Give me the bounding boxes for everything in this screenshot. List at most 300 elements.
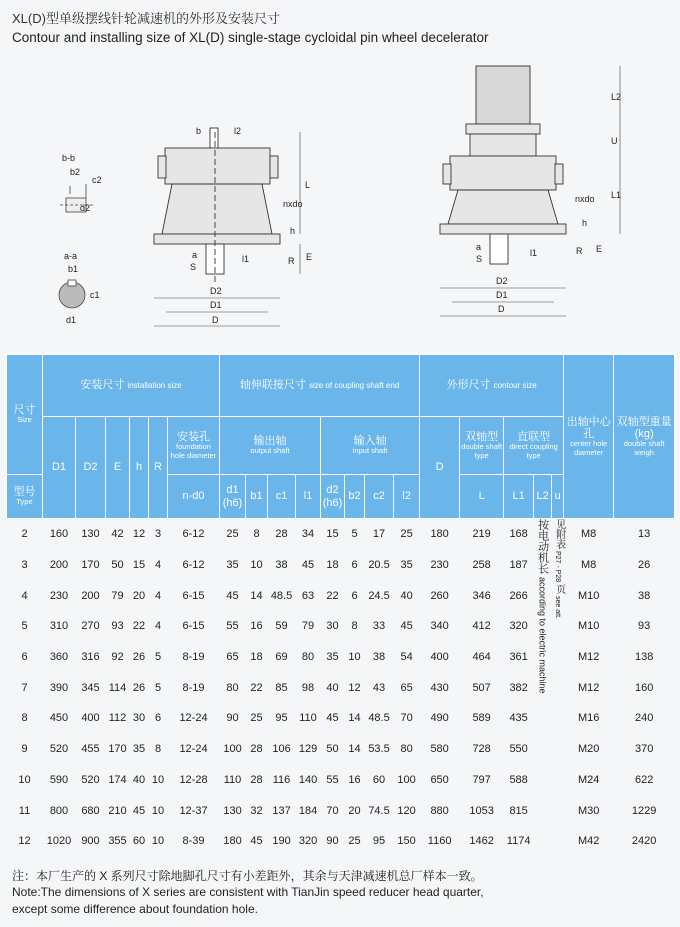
table-row	[7, 642, 675, 673]
table-cell: 310	[49, 620, 69, 633]
table-cell: 48.5	[270, 589, 293, 602]
label-d1: d1	[66, 315, 77, 325]
table-cell: 15	[326, 528, 339, 541]
header-b1: b1	[246, 475, 268, 519]
table-cell: 32	[250, 804, 263, 817]
header-D1: D1	[43, 417, 76, 519]
table-cell: 450	[49, 712, 69, 725]
table-cell: 6	[351, 589, 358, 602]
table-row	[7, 826, 675, 857]
header-E: E	[106, 417, 130, 519]
label-L2-right: L2	[611, 92, 622, 102]
table-cell: 22	[250, 681, 263, 694]
table-cell: 45	[301, 559, 315, 572]
table-cell: 184	[298, 804, 318, 817]
table-cell: 5	[154, 681, 162, 694]
table-cell: 9	[21, 743, 28, 756]
table-cell: 70	[326, 804, 339, 817]
table-cell: 35	[400, 559, 413, 572]
table-cell: 210	[108, 804, 127, 817]
table-cell: 38	[275, 559, 288, 572]
table-cell: 10	[250, 559, 263, 572]
table-cell: 728	[472, 743, 491, 756]
header-D: D	[420, 417, 460, 519]
table-cell: 580	[430, 743, 449, 756]
label-l1-right: l1	[530, 248, 538, 258]
table-cell: 361	[509, 651, 528, 664]
table-cell: M8	[581, 559, 597, 572]
table-cell: 1462	[469, 835, 494, 848]
label-d2: d2	[80, 203, 91, 213]
technical-drawings	[0, 48, 680, 348]
table-cell: 24.5	[368, 589, 390, 602]
table-cell: 464	[472, 651, 491, 664]
header-l1: l1	[296, 475, 321, 519]
label-c1: c1	[90, 290, 100, 300]
table-row	[7, 795, 675, 826]
table-cell: 92	[111, 651, 124, 664]
table-cell: 1160	[427, 835, 452, 848]
header-foundation-hole: 安装孔 foundation hole diameter	[168, 417, 220, 475]
table-cell: 174	[108, 773, 127, 786]
table-cell: 4	[21, 589, 28, 602]
label-D: D	[212, 315, 219, 325]
table-cell: M12	[577, 681, 600, 694]
label-a-right: a	[476, 242, 482, 252]
table-cell: 38	[372, 651, 386, 664]
table-cell: 507	[472, 681, 491, 694]
table-cell: 316	[81, 651, 100, 664]
table-cell: 93	[638, 620, 651, 633]
table-cell: 10	[18, 773, 31, 786]
table-cell: 258	[472, 559, 491, 572]
table-cell: 10	[151, 773, 165, 786]
table-cell: 18	[326, 559, 339, 572]
table-row	[7, 765, 675, 796]
table-cell: 60	[372, 773, 386, 786]
table-cell: 622	[634, 773, 654, 786]
label-c2: c2	[92, 175, 102, 185]
table-cell: 26	[132, 681, 146, 694]
table-cell: 10	[151, 804, 165, 817]
table-cell: 25	[348, 835, 361, 848]
table-cell: 137	[272, 804, 291, 817]
table-cell: M20	[577, 743, 600, 756]
label-R: R	[288, 256, 295, 266]
table-cell: 50	[111, 559, 124, 572]
header-L2: L2	[534, 475, 552, 519]
table-cell: 150	[397, 835, 416, 848]
header-coupling: 轴伸联接尺寸 size of coupling shaft end	[220, 355, 420, 417]
table-cell: 43	[372, 681, 386, 694]
label-a: a	[192, 250, 198, 260]
table-cell: 40	[132, 773, 146, 786]
table-cell: 59	[275, 620, 288, 633]
label-R-right: R	[576, 246, 583, 256]
title-english: Contour and installing size of XL(D) single-stage cycloidal pin wheel decelerator	[12, 30, 489, 45]
note-chinese: 注：本厂生产的 X 系列尺寸除地脚孔尺寸有小差距外，其余与天津减速机总厂样本一致。	[12, 869, 483, 883]
table-cell: 45	[226, 589, 239, 602]
table-cell: 160	[634, 681, 654, 694]
header-nd0: n-d0	[168, 475, 220, 519]
table-cell: 8	[21, 712, 28, 725]
table-cell: 240	[634, 712, 654, 725]
table-cell: M24	[577, 773, 600, 786]
table-cell: 50	[326, 743, 339, 756]
table-cell: 320	[298, 835, 318, 848]
table-cell: 400	[81, 712, 100, 725]
table-cell: 69	[275, 651, 288, 664]
label-b2: b2	[70, 167, 81, 177]
table-cell: 2420	[631, 835, 657, 848]
u-note-cn3: 页	[553, 584, 565, 595]
table-cell: 797	[472, 773, 491, 786]
table-body	[7, 519, 675, 857]
u-note-cell	[552, 519, 564, 857]
table-cell: 900	[81, 835, 100, 848]
table-cell: 18	[250, 651, 263, 664]
table-cell: M30	[577, 804, 600, 817]
table-cell: 90	[326, 835, 339, 848]
table-cell: 54	[400, 651, 413, 664]
table-cell: 13	[638, 528, 651, 541]
table-cell: 95	[275, 712, 288, 725]
table-cell: 17	[372, 528, 386, 541]
table-cell: 48.5	[368, 712, 390, 725]
table-cell: 110	[299, 712, 317, 725]
header-c1: c1	[268, 475, 296, 519]
table-cell: 12	[18, 835, 31, 848]
l2-note-cell	[534, 519, 552, 857]
table-cell: 12-37	[179, 804, 208, 817]
header-weight: 双轴型重量(kg) double shaft weigh	[614, 355, 675, 519]
table-cell: 14	[250, 589, 263, 602]
table-cell: 114	[108, 681, 127, 694]
header-type: 型号 Type	[7, 475, 43, 519]
header-h: h	[130, 417, 149, 519]
label-section-aa: a-a	[64, 251, 78, 261]
table-cell: 130	[223, 804, 242, 817]
table-cell: 65	[400, 681, 413, 694]
table-row	[7, 580, 675, 611]
table-cell: 400	[430, 651, 449, 664]
table-cell: 40	[326, 681, 339, 694]
header-c2: c2	[365, 475, 394, 519]
table-cell: 588	[509, 773, 528, 786]
table-cell: M42	[577, 835, 600, 848]
section-aa-drawing	[59, 280, 85, 308]
table-cell: 20.5	[368, 559, 390, 572]
note-english-line2: except some difference about foundation hole.	[12, 902, 258, 916]
table-cell: 79	[301, 620, 315, 633]
header-u: u	[552, 475, 564, 519]
header-installation: 安装尺寸 installation size	[43, 355, 220, 417]
table-cell: 589	[472, 712, 491, 725]
table-cell: 60	[132, 835, 146, 848]
table-cell: 880	[430, 804, 449, 817]
table-cell: M10	[577, 589, 600, 602]
table-cell: 346	[472, 589, 491, 602]
header-double-shaft: 双轴型 double shaft type	[460, 417, 504, 475]
table-cell: 680	[81, 804, 100, 817]
table-row	[7, 611, 675, 642]
label-l1: l1	[242, 254, 250, 264]
table-cell: 25	[226, 528, 239, 541]
table-cell: 550	[509, 743, 528, 756]
table-cell: 230	[49, 589, 69, 602]
table-cell: 74.5	[368, 804, 390, 817]
table-cell: 2	[21, 528, 28, 541]
table-cell: 430	[430, 681, 449, 694]
label-D1-right: D1	[496, 290, 508, 300]
table-cell: 12	[132, 528, 146, 541]
header-d2: d2 (h6)	[321, 475, 345, 519]
table-cell: 219	[472, 528, 491, 541]
table-cell: 110	[223, 773, 242, 786]
table-cell: 8-39	[182, 835, 205, 848]
table-cell: M8	[581, 528, 597, 541]
table-cell: 320	[509, 620, 528, 633]
table-cell: 3	[154, 528, 162, 541]
u-note-page: P27 - P28	[554, 551, 562, 583]
u-note-en: see att.	[554, 596, 562, 620]
table-cell: 520	[81, 773, 100, 786]
header-b2: b2	[345, 475, 365, 519]
table-cell: 116	[272, 773, 291, 786]
table-cell: 455	[81, 743, 100, 756]
label-L: L	[305, 180, 311, 190]
l2-note: 按电动机长	[536, 519, 549, 574]
label-L1-right: L1	[611, 190, 622, 200]
table-cell: 45	[250, 835, 263, 848]
table-cell: 35	[326, 651, 339, 664]
table-cell: 1053	[469, 804, 494, 817]
label-E-right: E	[596, 244, 603, 254]
table-cell: 25	[250, 712, 263, 725]
table-cell: 55	[326, 773, 339, 786]
table-cell: 4	[154, 559, 162, 572]
table-cell: 120	[397, 804, 416, 817]
table-cell: 390	[49, 681, 69, 694]
label-U: U	[611, 136, 618, 146]
table-cell: 20	[132, 589, 146, 602]
title-chinese: XL(D)型单级摆线针轮减速机的外形及安装尺寸	[12, 11, 280, 26]
table-cell: M12	[577, 651, 600, 664]
table-cell: 16	[250, 620, 263, 633]
table-cell: 90	[226, 712, 239, 725]
table-cell: 14	[348, 712, 361, 725]
table-cell: 80	[400, 743, 413, 756]
label-b: b	[196, 126, 202, 136]
table-cell: 800	[49, 804, 69, 817]
table-cell: 16	[348, 773, 361, 786]
table-cell: 490	[430, 712, 449, 725]
table-cell: 5	[351, 528, 358, 541]
table-cell: 6	[351, 559, 358, 572]
table-cell: 45	[326, 712, 339, 725]
table-cell: 435	[509, 712, 528, 725]
l2-note-english: according to electric machine	[537, 577, 548, 694]
table-cell: 12-24	[179, 743, 208, 756]
table-cell: 85	[275, 681, 288, 694]
label-nxd0-right: nxdo	[575, 194, 595, 204]
table-cell: 35	[226, 559, 239, 572]
table-cell: 138	[634, 651, 654, 664]
table-cell: 22	[326, 589, 339, 602]
header-D2: D2	[76, 417, 106, 519]
table-cell: 382	[509, 681, 528, 694]
table-cell: 590	[49, 773, 69, 786]
table-cell: 26	[638, 559, 651, 572]
table-cell: 8	[154, 743, 162, 756]
table-cell: 190	[272, 835, 291, 848]
header-L: L	[460, 475, 504, 519]
table-cell: 180	[430, 528, 449, 541]
table-cell: 20	[348, 804, 361, 817]
table-cell: 53.5	[368, 743, 390, 756]
table-row	[7, 734, 675, 765]
table-cell: 98	[301, 681, 315, 694]
table-cell: 7	[21, 681, 28, 694]
label-D2-right: D2	[496, 276, 508, 286]
table-cell: 28	[275, 528, 288, 541]
table-cell: 34	[301, 528, 315, 541]
table-cell: 230	[430, 559, 449, 572]
table-cell: 266	[509, 589, 528, 602]
table-cell: 345	[81, 681, 100, 694]
table-cell: 160	[49, 528, 69, 541]
table-cell: 79	[111, 589, 124, 602]
header-output-shaft: 输出轴 output shaft	[220, 417, 321, 475]
label-D2: D2	[210, 286, 222, 296]
table-cell: 360	[49, 651, 69, 664]
table-cell: 6	[154, 712, 162, 725]
header-d1: d1 (h6)	[220, 475, 246, 519]
table-cell: 10	[151, 835, 165, 848]
table-cell: 106	[272, 743, 291, 756]
table-cell: 100	[223, 743, 242, 756]
table-cell: 412	[472, 620, 491, 633]
table-row	[7, 550, 675, 581]
header-center-hole: 出轴中心孔 center hole diameter	[564, 355, 614, 519]
table-cell: 170	[81, 559, 100, 572]
table-cell: M16	[577, 712, 600, 725]
header-input-shaft: 输入轴 input shaft	[321, 417, 420, 475]
table-cell: 95	[372, 835, 386, 848]
table-cell: 4	[154, 620, 162, 633]
table-cell: 340	[430, 620, 449, 633]
table-cell: 170	[108, 743, 127, 756]
dimensions-table	[6, 354, 675, 857]
table-cell: 140	[298, 773, 318, 786]
table-cell: 6-12	[182, 559, 205, 572]
table-cell: 1229	[631, 804, 657, 817]
table-cell: 10	[348, 651, 361, 664]
table-cell: 35	[132, 743, 146, 756]
label-section-bb: b-b	[62, 153, 76, 163]
label-S: S	[190, 262, 197, 272]
table-cell: 5	[154, 651, 162, 664]
table-cell: 187	[509, 559, 528, 572]
table-cell: 40	[400, 589, 413, 602]
table-cell: 8	[351, 620, 358, 633]
table-cell: 3	[21, 559, 28, 572]
table-cell: 130	[81, 528, 100, 541]
table-cell: 260	[430, 589, 449, 602]
u-note-cn: 见附表	[553, 519, 565, 549]
table-cell: 180	[223, 835, 242, 848]
table-cell: 1174	[506, 835, 531, 848]
table-row	[7, 519, 675, 550]
table-cell: 38	[638, 589, 651, 602]
table-cell: 11	[18, 804, 31, 817]
table-row	[7, 672, 675, 703]
table-cell: 200	[81, 589, 100, 602]
table-cell: 129	[298, 743, 318, 756]
header-l2: l2	[394, 475, 420, 519]
table-cell: 65	[226, 651, 239, 664]
table-cell: 8-19	[182, 651, 205, 664]
table-cell: 6-12	[182, 528, 205, 541]
label-h-right: h	[582, 218, 588, 228]
reducer-double-shaft-drawing	[154, 128, 280, 283]
table-cell: 33	[372, 620, 386, 633]
table-cell: 93	[111, 620, 124, 633]
table-cell: 168	[509, 528, 528, 541]
header-contour: 外形尺寸 contour size	[420, 355, 564, 417]
table-cell: 70	[400, 712, 413, 725]
label-D1: D1	[210, 300, 222, 310]
table-cell: 45	[132, 804, 146, 817]
table-cell: 25	[400, 528, 413, 541]
label-b1: b1	[68, 264, 79, 274]
header-L1: L1	[504, 475, 534, 519]
label-S-right: S	[476, 254, 483, 264]
table-cell: 28	[250, 743, 263, 756]
table-cell: 80	[226, 681, 239, 694]
table-cell: 42	[111, 528, 124, 541]
header-R: R	[149, 417, 168, 519]
table-cell: 12-24	[179, 712, 208, 725]
table-cell: 100	[397, 773, 416, 786]
table-cell: 270	[81, 620, 100, 633]
label-E: E	[306, 252, 313, 262]
table-cell: 112	[108, 712, 127, 725]
table-row	[7, 703, 675, 734]
table-cell: 8	[253, 528, 260, 541]
table-cell: 12-28	[179, 773, 208, 786]
table-cell: 6	[21, 651, 28, 664]
table-cell: 6-15	[182, 589, 205, 602]
table-cell: 370	[634, 743, 654, 756]
table-cell: 520	[49, 743, 69, 756]
table-cell: 22	[132, 620, 146, 633]
table-cell: M10	[577, 620, 600, 633]
table-cell: 12	[348, 681, 361, 694]
table-cell: 815	[509, 804, 528, 817]
table-cell: 30	[132, 712, 146, 725]
table-cell: 650	[430, 773, 449, 786]
label-h: h	[290, 226, 296, 236]
table-cell: 26	[132, 651, 146, 664]
label-D-right: D	[498, 304, 505, 314]
table-cell: 45	[400, 620, 413, 633]
table-cell: 15	[132, 559, 146, 572]
table-cell: 200	[49, 559, 69, 572]
note-english-line1: Note:The dimensions of X series are consistent with TianJin speed reducer head quarter,	[12, 885, 484, 899]
reducer-direct-coupling-drawing	[440, 66, 566, 264]
label-nxd0: nxdo	[283, 199, 303, 209]
